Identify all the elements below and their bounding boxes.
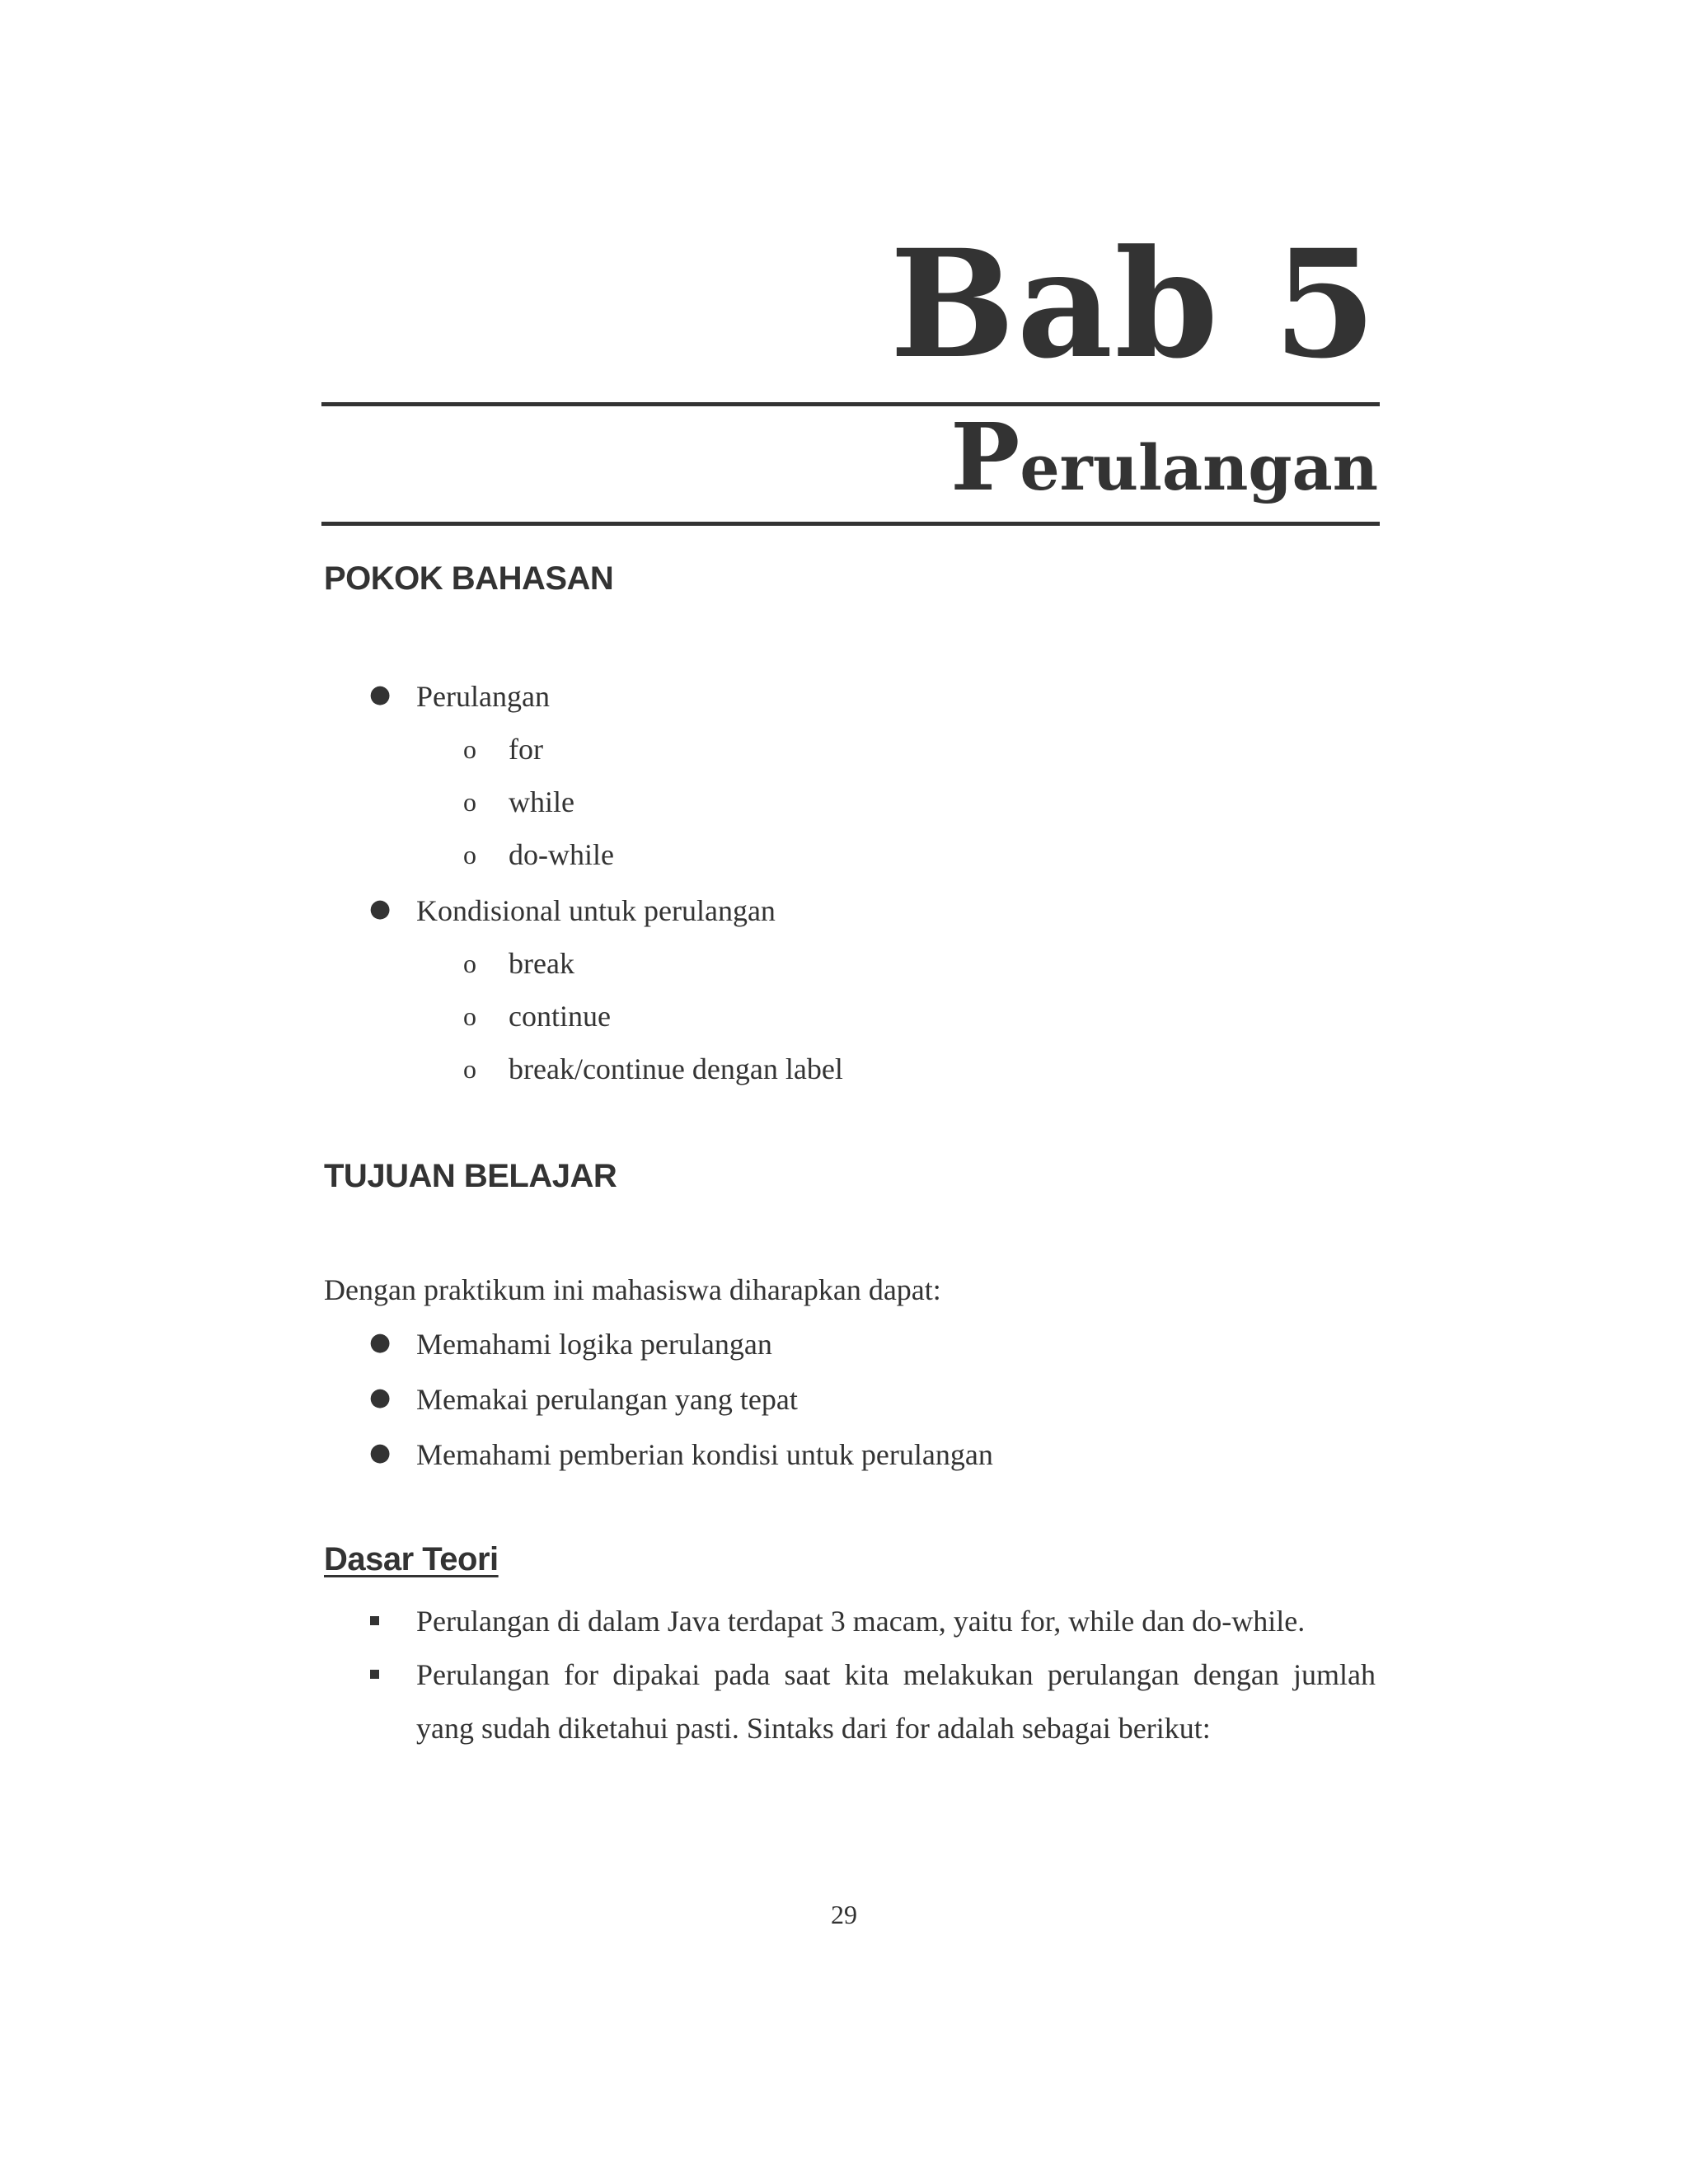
list-item: Perulangan di dalam Java terdapat 3 macam, yaitu for, while dan do-while.: [416, 1605, 1306, 1638]
sub-list-item: break/continue dengan label: [509, 1052, 843, 1085]
list-item: Memakai perulangan yang tepat: [416, 1383, 798, 1416]
list-item-continuation: yang sudah diketahui pasti. Sintaks dari for adalah sebagai berikut:: [416, 1712, 1211, 1745]
bullet-icon: ●: [369, 680, 392, 709]
bullet-icon: ●: [369, 1383, 392, 1412]
list-item: Perulangan: [416, 680, 550, 713]
circle-bullet-icon: o: [463, 949, 476, 978]
list-item: Memahami logika perulangan: [416, 1328, 772, 1361]
circle-bullet-icon: o: [463, 1054, 476, 1084]
page-number: 29: [831, 1900, 857, 1929]
section-heading-tujuan-belajar: TUJUAN BELAJAR: [324, 1158, 617, 1194]
chapter-title-rest: erulangan: [1020, 431, 1378, 504]
tujuan-intro: Dengan praktikum ini mahasiswa diharapkan dapat:: [324, 1273, 941, 1306]
chapter-rule-top: [321, 402, 1380, 406]
section-heading-pokok-bahasan: POKOK BAHASAN: [324, 560, 614, 597]
square-bullet-icon: [370, 1670, 379, 1679]
chapter-rule-bottom: [321, 522, 1380, 526]
chapter-title-initial: P: [950, 404, 1020, 512]
sub-list-item: while: [509, 785, 574, 818]
circle-bullet-icon: o: [463, 787, 476, 817]
chapter-number: Bab 5: [889, 218, 1378, 391]
circle-bullet-icon: o: [463, 840, 476, 869]
bullet-icon: ●: [369, 1328, 392, 1357]
sub-list-item: break: [509, 947, 574, 980]
chapter-title: [950, 404, 1378, 512]
sub-list-item: for: [509, 733, 543, 766]
bullet-icon: ●: [369, 894, 392, 923]
list-item: Memahami pemberian kondisi untuk perulangan: [416, 1438, 993, 1471]
sub-list-item: continue: [509, 1000, 611, 1033]
square-bullet-icon: [370, 1616, 379, 1625]
list-item: Kondisional untuk perulangan: [416, 894, 776, 927]
sub-list-item: do-while: [509, 838, 614, 871]
list-item: Perulangan for dipakai pada saat kita melakukan perulangan dengan jumlah: [416, 1658, 1376, 1691]
circle-bullet-icon: o: [463, 1001, 476, 1031]
bullet-icon: ●: [369, 1438, 392, 1467]
circle-bullet-icon: o: [463, 734, 476, 764]
section-heading-dasar-teori: Dasar Teori: [324, 1541, 499, 1577]
